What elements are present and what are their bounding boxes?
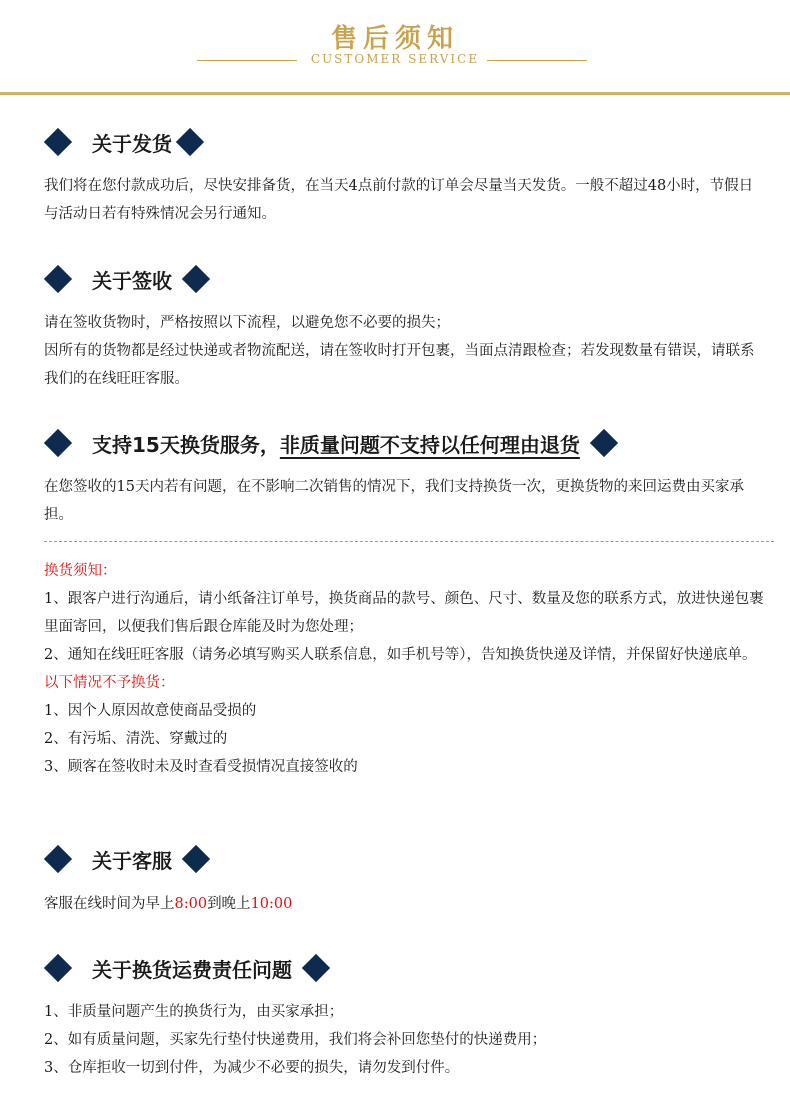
section-title: 关于换货运费责任问题: [92, 957, 292, 982]
section-title: 关于客服: [92, 848, 172, 873]
list-item: 3、仓库拒收一切到付件，为减少不必要的损失，请勿发到付件。: [44, 1060, 460, 1076]
section-title: 关于签收: [92, 268, 172, 293]
paragraph: [44, 890, 764, 918]
diamond-icon: [44, 845, 72, 873]
list-item: 1、非质量问题产生的换货行为，由买家承担；: [44, 1004, 344, 1020]
list-item: 1、因个人原因故意使商品受损的: [44, 703, 257, 719]
section-heading-exchange: [44, 426, 622, 460]
paragraph: 请在签收货物时，严格按照以下流程，以避免您不必要的损失；: [44, 315, 450, 331]
list-item: 3、顾客在签收时未及时查看受损情况直接签收的: [44, 759, 358, 775]
section-heading-service: [44, 842, 214, 876]
freight-text: [44, 998, 764, 1082]
header-divider-right: [487, 60, 587, 61]
section-title-underlined: 非质量问题不支持以任何理由退货: [279, 432, 580, 457]
paragraph: 我们将在您付款成功后，尽快安排备货，在当天4点前付款的订单会尽量当天发货。一般不超过48小时，节假日与活动日若有特殊情况会另行通知。: [44, 178, 754, 222]
start-time: 8:00: [174, 896, 208, 912]
list-item: 2、通知在线旺旺客服（请务必填写购买人联系信息，如手机号等），告知换货快递及详情，并保留好快递底单。: [44, 647, 757, 663]
receipt-text: [44, 309, 764, 393]
section-title: [92, 429, 580, 458]
section-heading-shipping: [44, 125, 208, 159]
section-heading-freight: [44, 951, 334, 985]
dashed-divider: [44, 541, 774, 542]
section-title: 关于发货: [92, 131, 172, 156]
diamond-icon: [44, 429, 72, 457]
page-subtitle: CUSTOMER SERVICE: [310, 52, 480, 66]
exclusion-title: 以下情况不予换货：: [44, 675, 175, 691]
section-title-part1: 支持15天换货服务，: [92, 432, 280, 457]
diamond-icon: [302, 954, 330, 982]
diamond-icon: [182, 845, 210, 873]
service-hours: [44, 890, 764, 918]
diamond-icon: [44, 954, 72, 982]
shipping-text: [44, 172, 764, 228]
section-heading-receipt: [44, 262, 214, 296]
page-header: [0, 0, 790, 96]
exchange-notice: [44, 557, 764, 781]
end-time: 10:00: [250, 896, 293, 912]
hours-text-mid: 到晚上: [207, 896, 251, 912]
diamond-icon: [590, 429, 618, 457]
hours-text-before: 客服在线时间为早上: [44, 896, 175, 912]
paragraph: 因所有的货物都是经过快递或者物流配送，请在签收时打开包裹，当面点清跟检查；若发现数量有错误，请联系我们的在线旺旺客服。: [44, 343, 755, 387]
diamond-icon: [182, 265, 210, 293]
diamond-icon: [44, 128, 72, 156]
diamond-icon: [44, 265, 72, 293]
diamond-icon: [176, 128, 204, 156]
list-item: 1、跟客户进行沟通后，请小纸备注订单号，换货商品的款号、颜色、尺寸、数量及您的联系方式，放进快递包裹里面寄回，以便我们售后跟仓库能及时为您处理；: [44, 591, 764, 635]
paragraph: 在您签收的15天内若有问题，在不影响二次销售的情况下，我们支持换货一次，更换货物的来回运费由买家承担。: [44, 479, 744, 523]
list-item: 2、有污垢、清洗、穿戴过的: [44, 731, 228, 747]
list-item: 2、如有质量问题，买家先行垫付快递费用，我们将会补回您垫付的快递费用；: [44, 1032, 547, 1048]
page-title: 售后须知: [330, 24, 459, 54]
header-bottom-bar: [0, 92, 790, 95]
exchange-text: [44, 473, 764, 529]
notice-title: 换货须知：: [44, 563, 117, 579]
